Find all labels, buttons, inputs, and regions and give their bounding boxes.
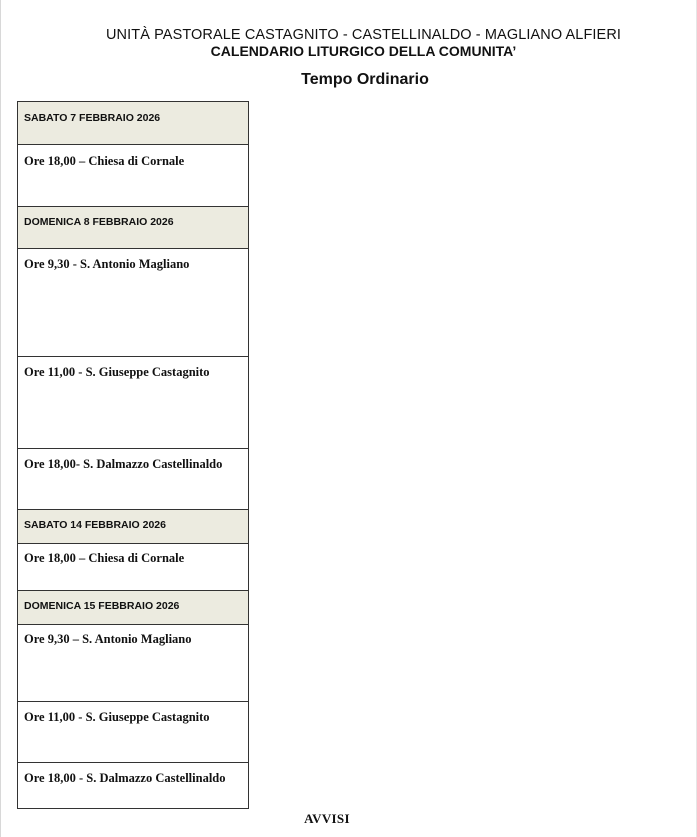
mass-row — [18, 702, 248, 763]
mass-row — [18, 249, 248, 357]
day-label: SABATO 14 FEBBRAIO 2026 — [24, 519, 166, 531]
page-edge — [0, 0, 1, 837]
mass-row — [18, 145, 248, 207]
day-header-row — [18, 510, 248, 544]
mass-time-location: Ore 11,00 - S. Giuseppe Castagnito — [24, 710, 210, 724]
mass-time-location: Ore 18,00 – Chiesa di Cornale — [24, 551, 185, 565]
mass-time-location: Ore 9,30 - S. Antonio Magliano — [24, 257, 190, 271]
notices-heading: AVVISI — [304, 811, 350, 826]
mass-row — [18, 449, 248, 510]
schedule-table — [17, 101, 249, 809]
day-label: DOMENICA 15 FEBBRAIO 2026 — [24, 600, 180, 612]
day-header-row — [18, 207, 248, 249]
mass-time-location: Ore 18,00 – Chiesa di Cornale — [24, 154, 185, 168]
day-header-row — [18, 102, 248, 145]
liturgical-season: Tempo Ordinario — [301, 71, 429, 88]
mass-row — [18, 357, 248, 449]
calendar-title: CALENDARIO LITURGICO DELLA COMUNITA’ — [210, 43, 517, 59]
mass-time-location: Ore 18,00 - S. Dalmazzo Castellinaldo — [24, 771, 226, 785]
mass-row — [18, 625, 248, 702]
mass-row — [18, 544, 248, 591]
day-label: SABATO 7 FEBBRAIO 2026 — [24, 112, 161, 124]
mass-row — [18, 763, 248, 809]
mass-time-location: Ore 11,00 - S. Giuseppe Castagnito — [24, 365, 210, 379]
parish-unit-title: UNITÀ PASTORALE CASTAGNITO - CASTELLINALDO - MAGLIANO ALFIERI — [105, 27, 622, 43]
day-header-row — [18, 591, 248, 625]
day-label: DOMENICA 8 FEBBRAIO 2026 — [24, 216, 174, 228]
mass-time-location: Ore 9,30 – S. Antonio Magliano — [24, 632, 192, 646]
mass-time-location: Ore 18,00- S. Dalmazzo Castellinaldo — [24, 457, 223, 471]
